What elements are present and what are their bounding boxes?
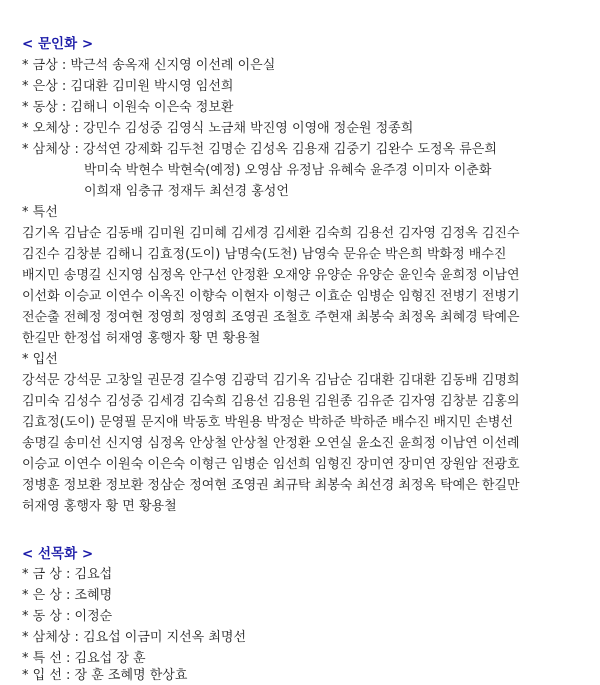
selection-row: 송명길 송미선 신지영 심정옥 안상철 안상철 안정환 오연실 윤소진 윤희정 이남연 이선례	[22, 436, 520, 451]
three-style-prize-line: * 삼체상 : 강석연 강제화 김두천 김명순 김성옥 김용재 김중기 김완수 도정옥 류은희	[22, 142, 497, 157]
seonmok-gold-line: * 금 상 : 김요섭	[22, 567, 113, 582]
silver-prize-line: * 은상 : 김대환 김미원 박시영 임선희	[22, 79, 234, 94]
five-style-prize-line: * 오체상 : 강민수 김성중 김영식 노금채 박진영 이영애 정순원 정종희	[22, 121, 414, 136]
seonmok-silver-line: * 은 상 : 조혜명	[22, 588, 113, 603]
section-heading-muninhwa: < 문인화 >	[22, 36, 94, 52]
selection-row: 허재영 홍행자 황 면 황용철	[22, 499, 177, 514]
special-selection-label: * 특선	[22, 205, 58, 220]
selection-row: 김효정(도이) 문영필 문지애 박동호 박원용 박정순 박하준 박하준 배수진 배지민 손병선	[22, 415, 513, 430]
special-selection-row: 김기옥 김남순 김동배 김미원 김미혜 김세경 김세환 김숙희 김용선 김자영 김정옥 김진수	[22, 226, 520, 241]
three-style-prize-cont-1: 박미숙 박현수 박현숙(예정) 오영삼 유정남 유혜숙 윤주경 이미자 이춘화	[84, 163, 492, 178]
selection-row: 김미숙 김성수 김성중 김세경 김숙희 김용선 김용원 김원종 김유준 김자영 김창분 김홍의	[22, 394, 520, 409]
selection-row: 정병훈 정보환 정보환 정삼순 정여현 조영권 최규탁 최봉숙 최선경 최정옥 탁예은 한길만	[22, 478, 520, 493]
three-style-prize-cont-2: 이희재 임충규 정재두 최선경 홍성언	[84, 184, 289, 199]
seonmok-special-line: * 특 선 : 김요섭 장 훈	[22, 651, 146, 666]
selection-label: * 입선	[22, 352, 58, 367]
selection-row: 이승교 이연수 이원숙 이은숙 이형근 임병순 임선희 임형진 장미연 장미연 장원암 전광호	[22, 457, 520, 472]
selection-row: 강석문 강석문 고창일 권문경 길수영 김광덕 김기옥 김남순 김대환 김대환 김동배 김명희	[22, 373, 520, 388]
seonmok-bronze-line: * 동 상 : 이정순	[22, 609, 113, 624]
seonmok-three-style-line: * 삼체상 : 김요섭 이금미 지선옥 최명선	[22, 630, 247, 645]
special-selection-row: 전순출 전혜정 정여현 정영희 정영희 조영권 조철호 주현재 최봉숙 최정옥 최혜경 탁예은	[22, 310, 520, 325]
gold-prize-line: * 금상 : 박근석 송옥재 신지영 이선례 이은실	[22, 58, 276, 73]
special-selection-row: 김진수 김창분 김해니 김효정(도이) 남명숙(도천) 남영숙 문유순 박은희 박화정 배수진	[22, 247, 507, 262]
bronze-prize-line: * 동상 : 김해니 이원숙 이은숙 정보환	[22, 100, 234, 115]
special-selection-row: 배지민 송명길 신지영 심정옥 안구선 안정환 오재양 유양순 유양순 윤인숙 윤희정 이남연	[22, 268, 520, 283]
section-heading-seonmokhwa: < 선목화 >	[22, 546, 94, 562]
special-selection-row: 이선화 이승교 이연수 이옥진 이향숙 이현자 이형근 이효순 임병순 임형진 전병기 전병기	[22, 289, 520, 304]
seonmok-selection-line: * 입 선 : 장 훈 조혜명 한상효	[22, 668, 188, 683]
special-selection-row: 한길만 한정섭 허재영 홍행자 황 면 황용철	[22, 331, 261, 346]
